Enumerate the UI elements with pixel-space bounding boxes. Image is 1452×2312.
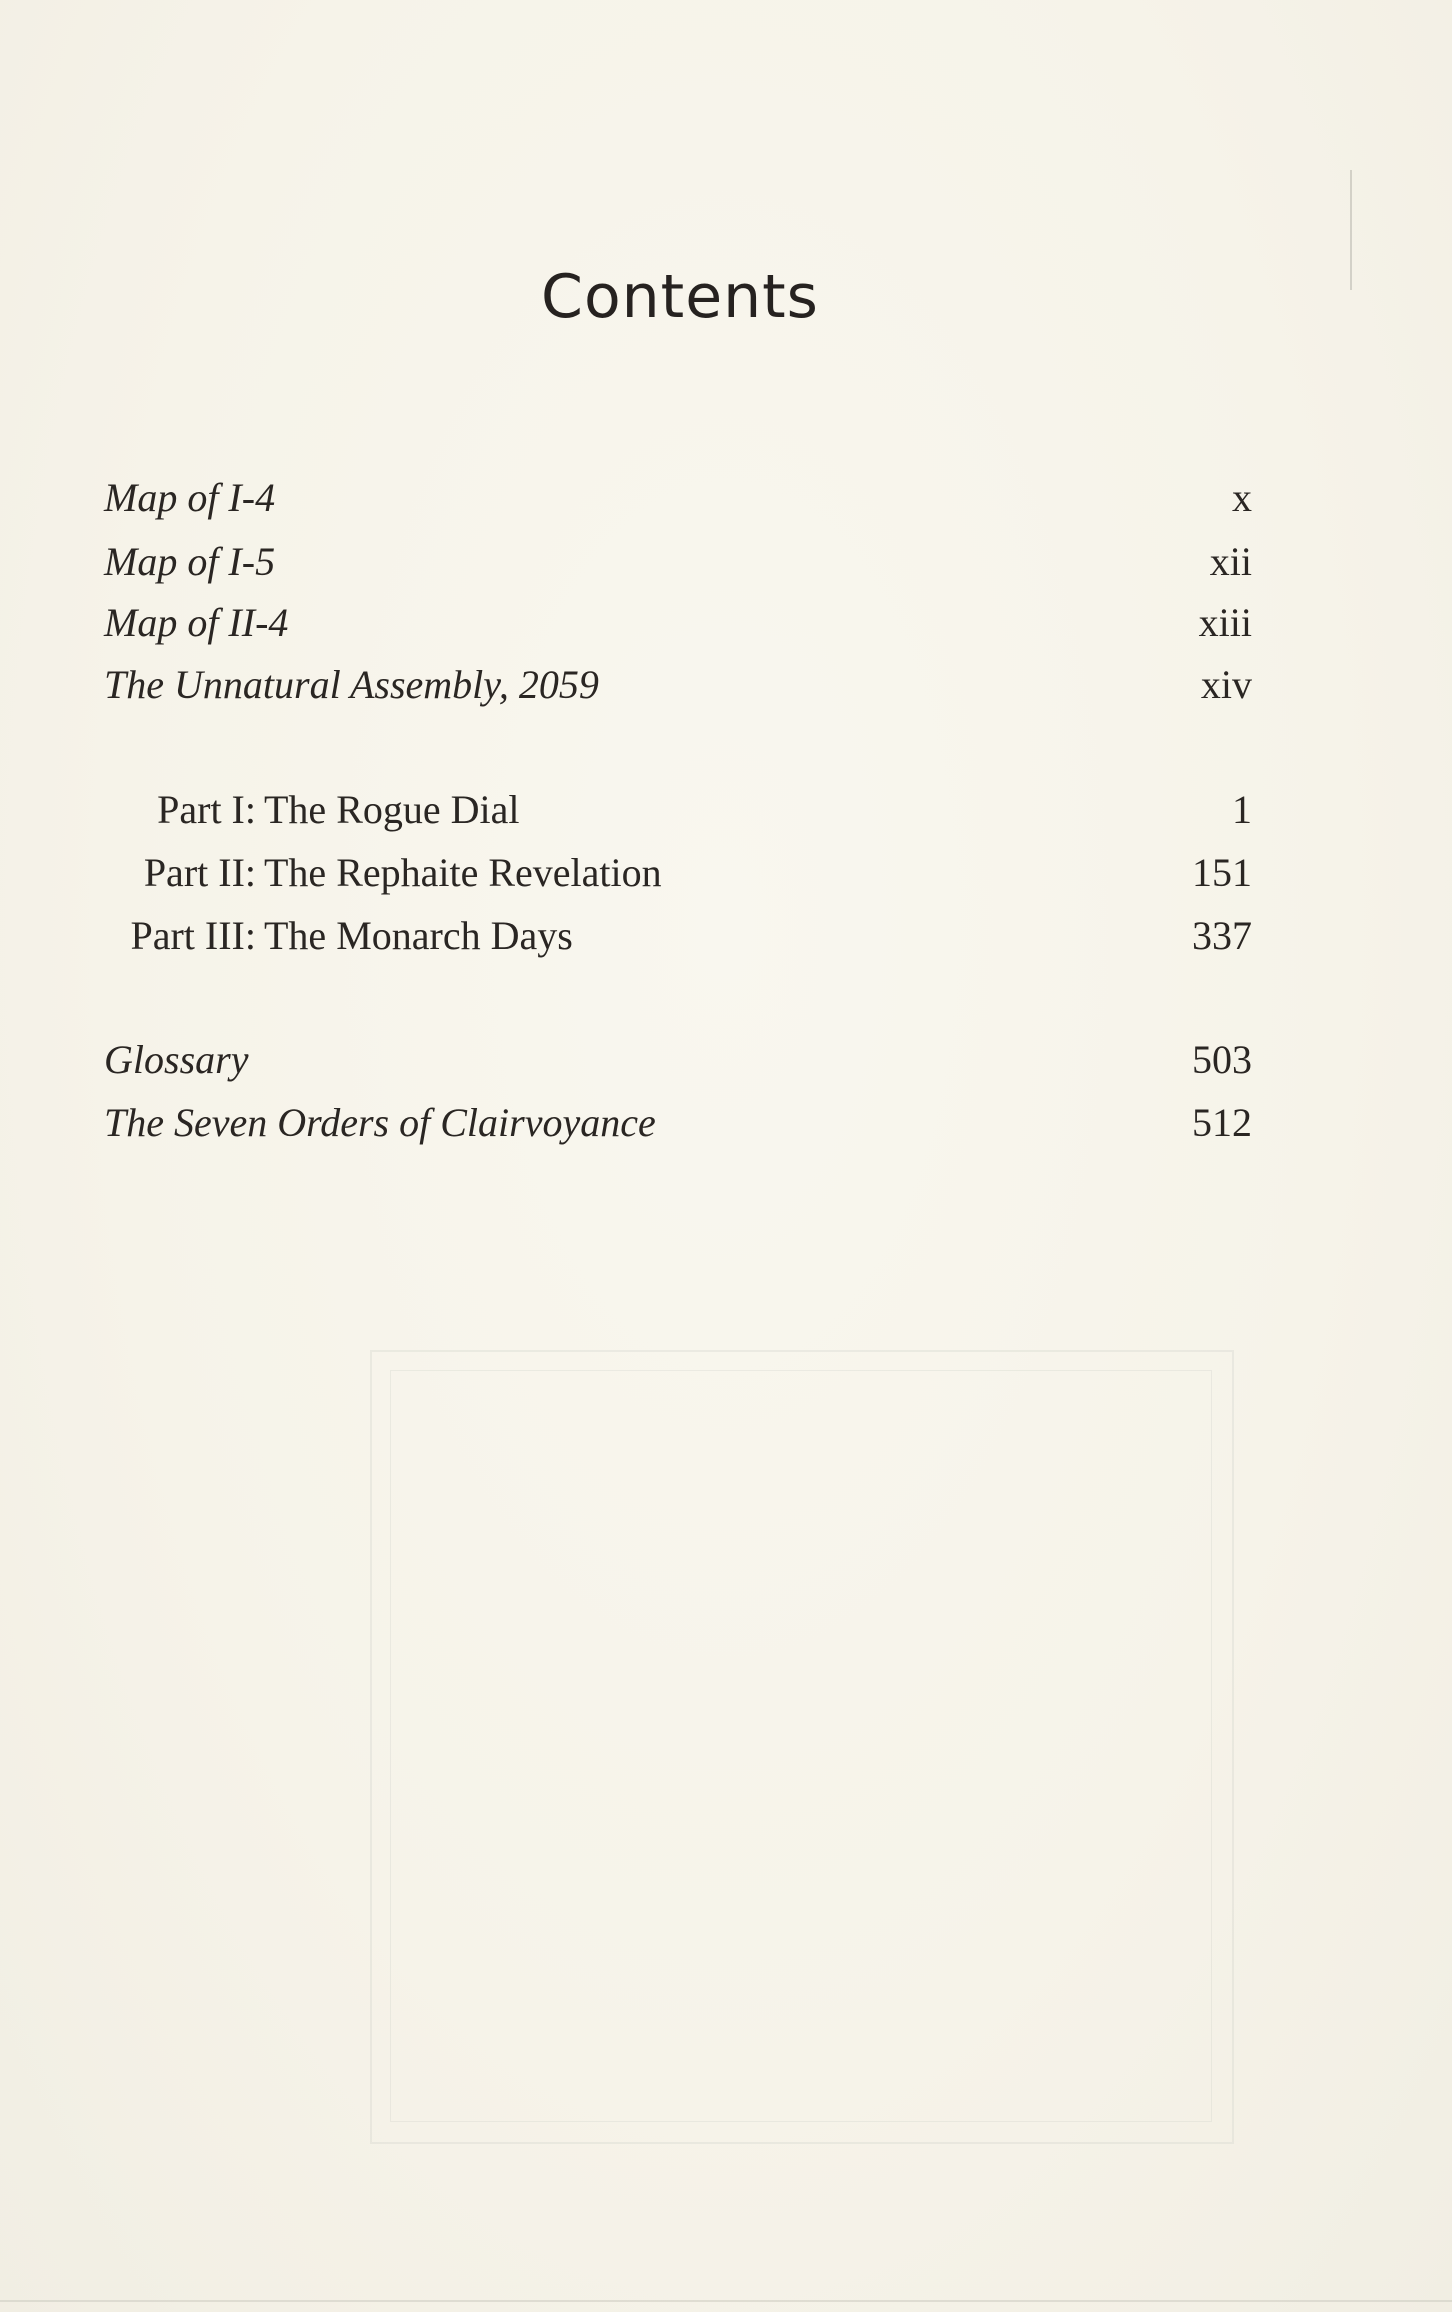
- part-title: The Rephaite Revelation: [264, 850, 662, 895]
- toc-entry-front: [104, 532, 1252, 592]
- toc-entry-page: xiii: [1198, 600, 1252, 645]
- toc-entry-back: [104, 1030, 1252, 1090]
- toc-entry-front: [104, 655, 1252, 715]
- toc-entry-part: [104, 906, 1252, 966]
- page-bottom-edge: [0, 2300, 1452, 2302]
- show-through-frame-inner: [390, 1370, 1212, 2122]
- toc-entry-label: Map of I-5: [104, 539, 276, 584]
- toc-entry-label: Map of I-4: [104, 475, 276, 520]
- part-number: Part I:: [157, 787, 256, 832]
- toc-entry-back: [104, 1093, 1252, 1153]
- toc-entry-page: xii: [1209, 539, 1252, 584]
- part-title: The Rogue Dial: [264, 787, 520, 832]
- toc-entry-page: 512: [1192, 1100, 1252, 1145]
- toc-entry-label: The Seven Orders of Clairvoyance: [104, 1100, 656, 1145]
- toc-entry-page: 337: [1192, 913, 1252, 958]
- toc-entry-page: 1: [1232, 787, 1252, 832]
- toc-entry-page: x: [1232, 475, 1252, 520]
- toc-entry-part: [104, 843, 1252, 903]
- show-through-frame: [370, 1350, 1234, 2144]
- toc-entry-front: [104, 593, 1252, 653]
- part-number: Part II:: [143, 850, 256, 895]
- toc-entry-page: xiv: [1200, 662, 1252, 707]
- toc-entry-page: 503: [1192, 1037, 1252, 1082]
- toc-entry-label: Glossary: [104, 1037, 249, 1082]
- part-title: The Monarch Days: [264, 913, 573, 958]
- page-title: Contents: [541, 262, 819, 332]
- part-number: Part III:: [130, 913, 256, 958]
- toc-entry-part: [104, 780, 1252, 840]
- toc-entry-label: The Unnatural Assembly, 2059: [104, 662, 599, 707]
- toc-entry-page: 151: [1192, 850, 1252, 895]
- toc-entry-front: [104, 468, 1252, 528]
- toc-entry-label: Map of II-4: [104, 600, 289, 645]
